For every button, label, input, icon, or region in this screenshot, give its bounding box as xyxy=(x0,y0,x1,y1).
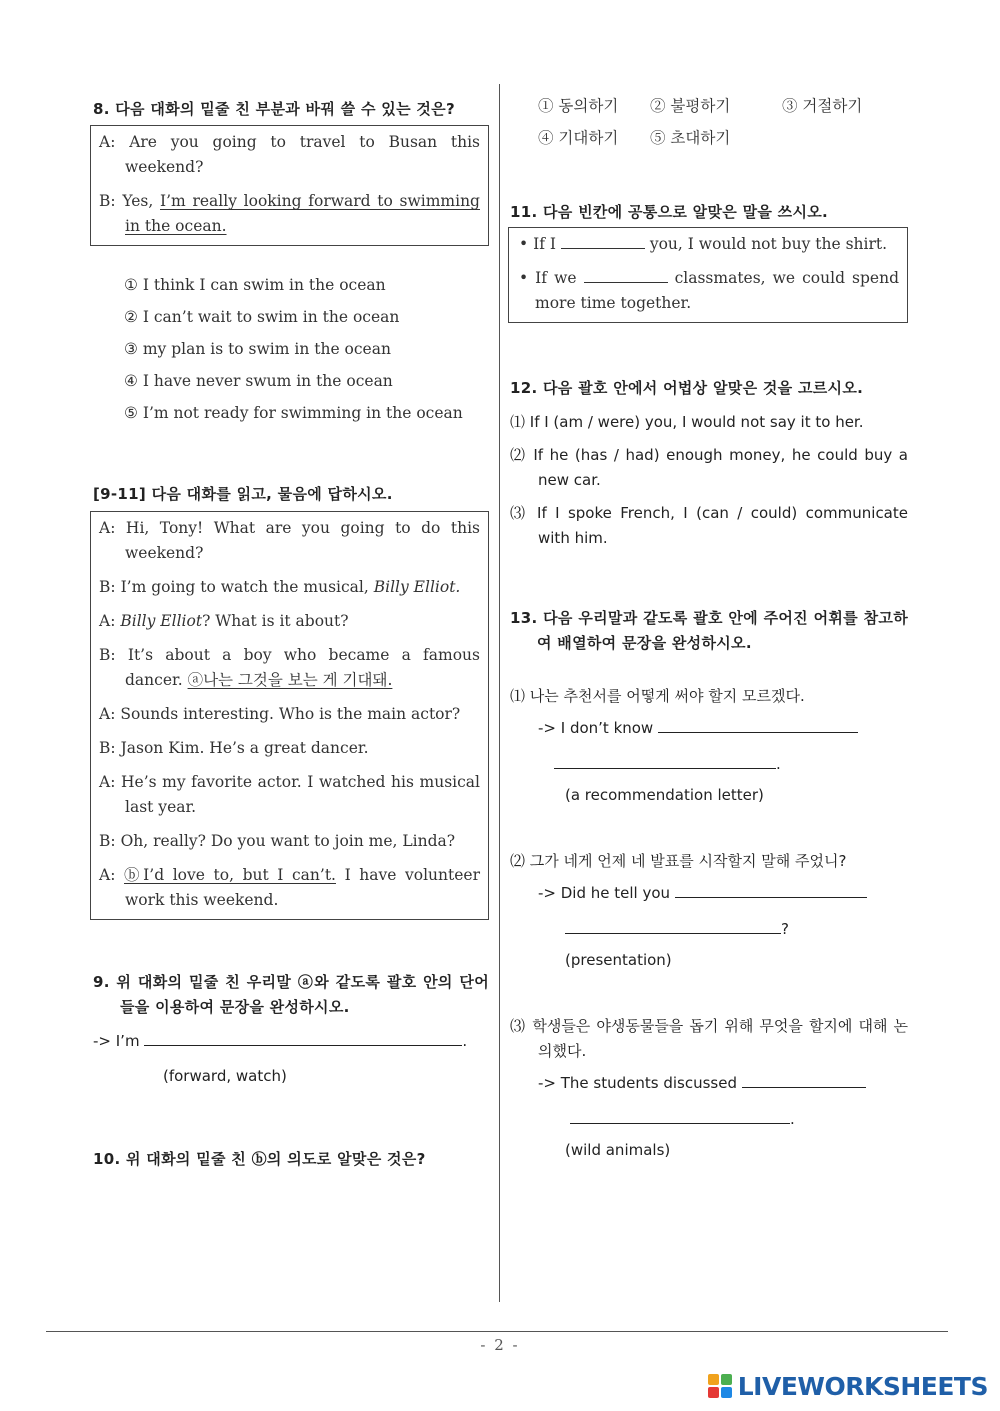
underlined-a: ⓐ나는 그것을 보는 게 기대돼. xyxy=(187,671,393,689)
logo-square-2 xyxy=(721,1374,732,1385)
q11-sentence-1: • If I you, I would not buy the shirt. xyxy=(519,235,888,253)
q8-option-5[interactable]: ⑤ I’m not ready for swimming in the ocean xyxy=(124,404,463,422)
q10-option-3[interactable]: ③ 거절하기 xyxy=(782,97,863,115)
q13-item-1-answer: -> I don’t know xyxy=(510,716,908,740)
dialog-line-1: A: Hi, Tony! What are you going to do this weekend? xyxy=(99,519,480,562)
dialog-line-6: B: Jason Kim. He’s a great dancer. xyxy=(99,739,369,757)
dialog-line-5: A: Sounds interesting. Who is the main actor? xyxy=(99,705,461,723)
q8-option-2[interactable]: ② I can’t wait to swim in the ocean xyxy=(124,308,400,326)
q10-option-5[interactable]: ⑤ 초대하기 xyxy=(650,129,731,147)
q10-option-1[interactable]: ① 동의하기 xyxy=(538,97,619,115)
q13-item-3-hint: (wild animals) xyxy=(565,1141,671,1159)
q10-title: 10. 위 대화의 밑줄 친 ⓑ의 의도로 알맞은 것은? xyxy=(93,1150,426,1168)
logo-text: LIVEWORKSHEETS xyxy=(737,1371,988,1401)
page-number: - 2 - xyxy=(480,1336,520,1354)
q8-underlined-phrase: I’m really looking forward to swimming in the ocean. xyxy=(125,192,480,235)
q13-item-3-answer-2: . xyxy=(510,1107,908,1131)
q9-title: 9. 위 대화의 밑줄 친 우리말 ⓐ와 같도록 괄호 안의 단어들을 이용하여 문장을 완성하시오. xyxy=(93,973,489,1016)
q13-item-1-blank-b[interactable] xyxy=(554,754,776,769)
q13-item-2-answer: -> Did he tell you xyxy=(510,881,908,905)
logo-square-1 xyxy=(708,1374,719,1385)
column-divider xyxy=(499,84,500,1302)
q9-11-title: [9-11] 다음 대화를 읽고, 물음에 답하시오. xyxy=(93,485,393,503)
footer-divider xyxy=(46,1331,948,1332)
q13-item-2-blank-b[interactable] xyxy=(565,919,781,934)
underlined-b: ⓑI’d love to, but I can’t. xyxy=(124,866,336,884)
q11-box xyxy=(508,227,908,323)
q13-item-1-korean: ⑴ 나는 추천서를 어떻게 써야 할지 모르겠다. xyxy=(510,687,805,705)
q13-item-2-korean: ⑵ 그가 네게 언제 네 발표를 시작할지 말해 주었니? xyxy=(510,852,847,870)
q13-item-2-hint: (presentation) xyxy=(565,951,672,969)
q9-answer-line: -> I’m . xyxy=(93,1032,468,1050)
q9-11-dialog-box xyxy=(90,511,489,920)
q13-item-1-hint: (a recommendation letter) xyxy=(565,786,764,804)
q13-item-3-answer: -> The students discussed xyxy=(510,1071,908,1095)
q13-title: 13. 다음 우리말과 같도록 괄호 안에 주어진 어휘를 참고하여 배열하여 문장을 완성하시오. xyxy=(510,609,908,652)
liveworksheets-logo xyxy=(708,1369,988,1403)
q12-item-2[interactable]: ⑵ If he (has / had) enough money, he could buy a new car. xyxy=(510,446,908,489)
left-column xyxy=(93,88,489,1172)
q8-options xyxy=(93,272,489,427)
q8-option-4[interactable]: ④ I have never swum in the ocean xyxy=(124,372,393,390)
q10-options xyxy=(510,90,908,154)
q8-option-3[interactable]: ③ my plan is to swim in the ocean xyxy=(124,340,391,358)
q13-item-1-blank-a[interactable] xyxy=(658,718,858,733)
q8-title: 8. 다음 대화의 밑줄 친 부분과 바꿔 쓸 수 있는 것은? xyxy=(93,100,455,118)
dialog-line-7: A: He’s my favorite actor. I watched his musical last year. xyxy=(99,773,480,816)
q10-option-2[interactable]: ② 불평하기 xyxy=(650,97,731,115)
q10-option-4[interactable]: ④ 기대하기 xyxy=(538,129,619,147)
dialog-line-8: B: Oh, really? Do you want to join me, Linda? xyxy=(99,832,456,850)
q13-item-1-answer-2: . xyxy=(510,752,908,776)
right-column xyxy=(510,88,908,1162)
q13-item-2-blank-a[interactable] xyxy=(675,883,867,898)
q11-sentence-2: • If we classmates, we could spend more time together. xyxy=(519,269,899,312)
q8-line-b: B: Yes, I’m really looking forward to swimming in the ocean. xyxy=(99,192,480,235)
dialog-line-2: B: I’m going to watch the musical, Billy Elliot. xyxy=(99,578,461,596)
q11-blank-2[interactable] xyxy=(584,268,668,283)
q8-line-a: A: Are you going to travel to Busan this weekend? xyxy=(99,133,480,176)
q13-item-3-blank-a[interactable] xyxy=(742,1073,866,1088)
q9-answer-blank[interactable] xyxy=(144,1031,462,1046)
q13-item-3-blank-b[interactable] xyxy=(570,1109,790,1124)
q8-option-1[interactable]: ① I think I can swim in the ocean xyxy=(124,276,386,294)
q12-title: 12. 다음 괄호 안에서 어법상 알맞은 것을 고르시오. xyxy=(510,379,864,397)
q8-dialog-box xyxy=(90,125,489,246)
logo-square-3 xyxy=(708,1387,719,1398)
liveworksheets-logo-icon xyxy=(708,1374,732,1398)
q9-hint: (forward, watch) xyxy=(163,1067,287,1085)
logo-square-4 xyxy=(721,1387,732,1398)
q13-item-3-korean: ⑶ 학생들은 야생동물들을 돕기 위해 무엇을 할지에 대해 논의했다. xyxy=(510,1017,908,1060)
q11-blank-1[interactable] xyxy=(561,234,645,249)
q12-item-1[interactable]: ⑴ If I (am / were) you, I would not say it to her. xyxy=(510,413,864,431)
dialog-line-4: B: It’s about a boy who became a famous dancer. ⓐ나는 그것을 보는 게 기대돼. xyxy=(99,646,480,689)
q12-item-3[interactable]: ⑶ If I spoke French, I (can / could) communicate with him. xyxy=(510,504,908,547)
q13-item-2-answer-2: ? xyxy=(510,917,908,941)
q11-title: 11. 다음 빈칸에 공통으로 알맞은 말을 쓰시오. xyxy=(510,203,829,221)
dialog-line-3: A: Billy Elliot? What is it about? xyxy=(99,612,349,630)
q12-items xyxy=(510,410,908,551)
dialog-line-9: A: ⓑI’d love to, but I can’t. I have volunteer work this weekend. xyxy=(99,866,480,909)
